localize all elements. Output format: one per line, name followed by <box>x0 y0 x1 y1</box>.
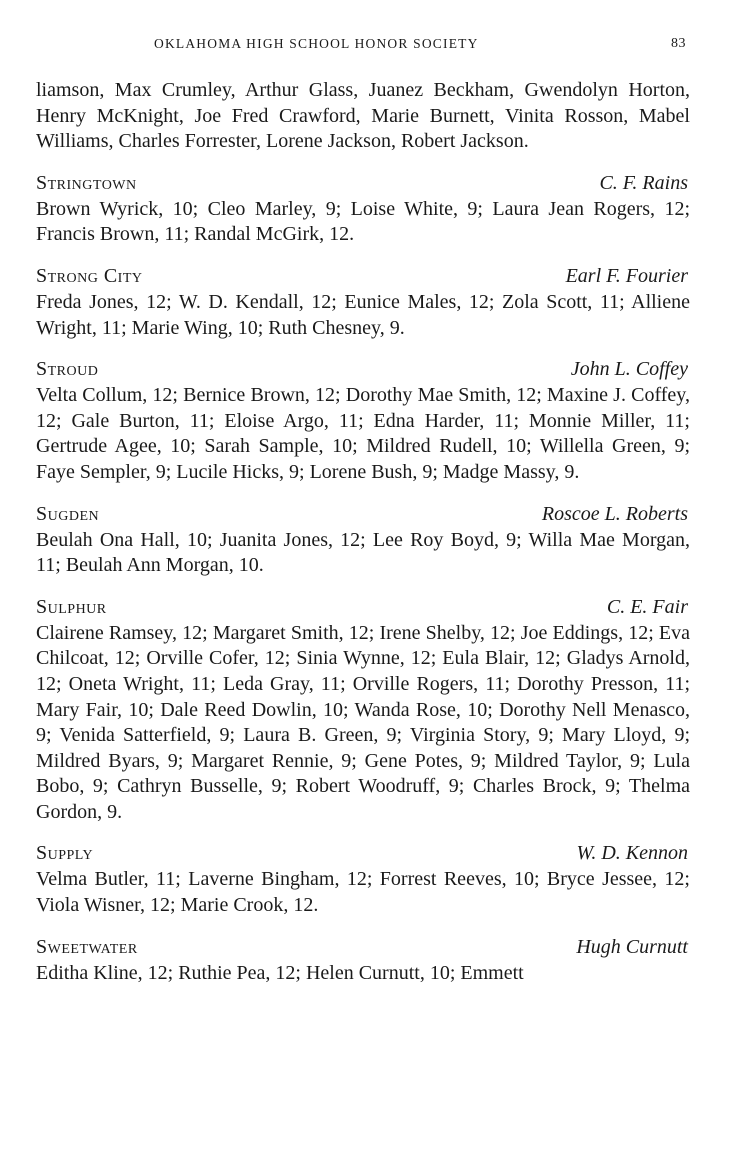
section-heading <box>36 169 690 197</box>
section-heading <box>36 593 690 621</box>
school-section-sulphur <box>36 593 690 826</box>
school-section-stroud <box>36 355 690 485</box>
section-heading <box>36 262 690 290</box>
document-page <box>36 30 690 986</box>
school-name: Strong City <box>36 264 143 287</box>
sponsor-name: C. F. Rains <box>599 171 688 194</box>
sponsor-name: Hugh Curnutt <box>576 935 688 958</box>
sponsor-name: C. E. Fair <box>606 595 688 618</box>
member-list: Clairene Ramsey, 12; Margaret Smith, 12; Irene Shelby, 12; Joe Eddings, 12; Eva Chilcoat, 12; Orville Cofer, 12; Sinia Wynne, 12; Eula Blair, 12; Gladys Arnold, 12; Oneta Wright, 11; Leda Gray, 11; Orville Rogers, 11; Dorothy Presson, 11; Mary Fair, 10; Dale Reed Dowlin, 10; Wanda Rose, 10; Dorothy Nell Menasco, 9; Venida Satterfield, 9; Laura B. Green, 9; Virginia Story, 9; Mary Lloyd, 9; Mildred Byars, 9; Margaret Rennie, 9; Gene Potes, 9; Mildred Taylor, 9; Lula Bobo, 9; Cathryn Busselle, 9; Robert Woodruff, 9; Charles Brock, 9; Thelma Gordon, 9. <box>36 621 690 823</box>
sponsor-name: Roscoe L. Roberts <box>541 502 688 525</box>
section-heading <box>36 839 690 867</box>
school-section-sugden <box>36 500 690 579</box>
sponsor-name: John L. Coffey <box>570 358 688 381</box>
page-number: 83 <box>671 36 686 51</box>
member-list: Beulah Ona Hall, 10; Juanita Jones, 12; Lee Roy Boyd, 9; Willa Mae Morgan, 11; Beulah Ann Morgan, 10. <box>36 528 690 577</box>
section-heading <box>36 355 690 383</box>
school-section-supply <box>36 839 690 918</box>
member-list: Editha Kline, 12; Ruthie Pea, 12; Helen Curnutt, 10; Emmett <box>36 961 524 984</box>
member-list: Velta Collum, 12; Bernice Brown, 12; Dorothy Mae Smith, 12; Maxine J. Coffey, 12; Gale Burton, 11; Eloise Argo, 11; Edna Harder, 11; Monnie Miller, 11; Gertrude Agee, 10; Sarah Sample, 10; Mildred Rudell, 10; Willella Green, 9; Faye Sempler, 9; Lucile Hicks, 9; Lorene Bush, 9; Madge Massy, 9. <box>36 384 690 483</box>
school-name: Sweetwater <box>36 935 138 958</box>
section-heading <box>36 933 690 961</box>
member-list: Freda Jones, 12; W. D. Kendall, 12; Eunice Males, 12; Zola Scott, 11; Alliene Wright, 11; Marie Wing, 10; Ruth Chesney, 9. <box>36 290 690 339</box>
continued-member-list: liamson, Max Crumley, Arthur Glass, Juanez Beckham, Gwendolyn Horton, Henry McKnight, Joe Fred Crawford, Marie Burnett, Vinita Rosson, Mabel Williams, Charles Forrester, Lorene Jackson, Robert Jackson. <box>36 79 690 153</box>
school-section-stringtown <box>36 169 690 248</box>
school-name: Stringtown <box>36 171 137 194</box>
section-heading <box>36 500 690 528</box>
school-name: Supply <box>36 842 94 865</box>
school-section-strong-city <box>36 262 690 341</box>
member-list: Brown Wyrick, 10; Cleo Marley, 9; Loise White, 9; Laura Jean Rogers, 12; Francis Brown, 11; Randal McGirk, 12. <box>36 197 690 246</box>
sponsor-name: W. D. Kennon <box>576 842 688 865</box>
school-name: Sugden <box>36 502 100 525</box>
sponsor-name: Earl F. Fourier <box>565 264 688 287</box>
running-header <box>36 30 690 56</box>
school-section-sweetwater <box>36 933 690 987</box>
school-name: Stroud <box>36 358 99 381</box>
running-header-title: OKLAHOMA HIGH SCHOOL HONOR SOCIETY <box>154 36 479 51</box>
school-name: Sulphur <box>36 595 107 618</box>
member-list: Velma Butler, 11; Laverne Bingham, 12; Forrest Reeves, 10; Bryce Jessee, 12; Viola Wisner, 12; Marie Crook, 12. <box>36 868 690 917</box>
